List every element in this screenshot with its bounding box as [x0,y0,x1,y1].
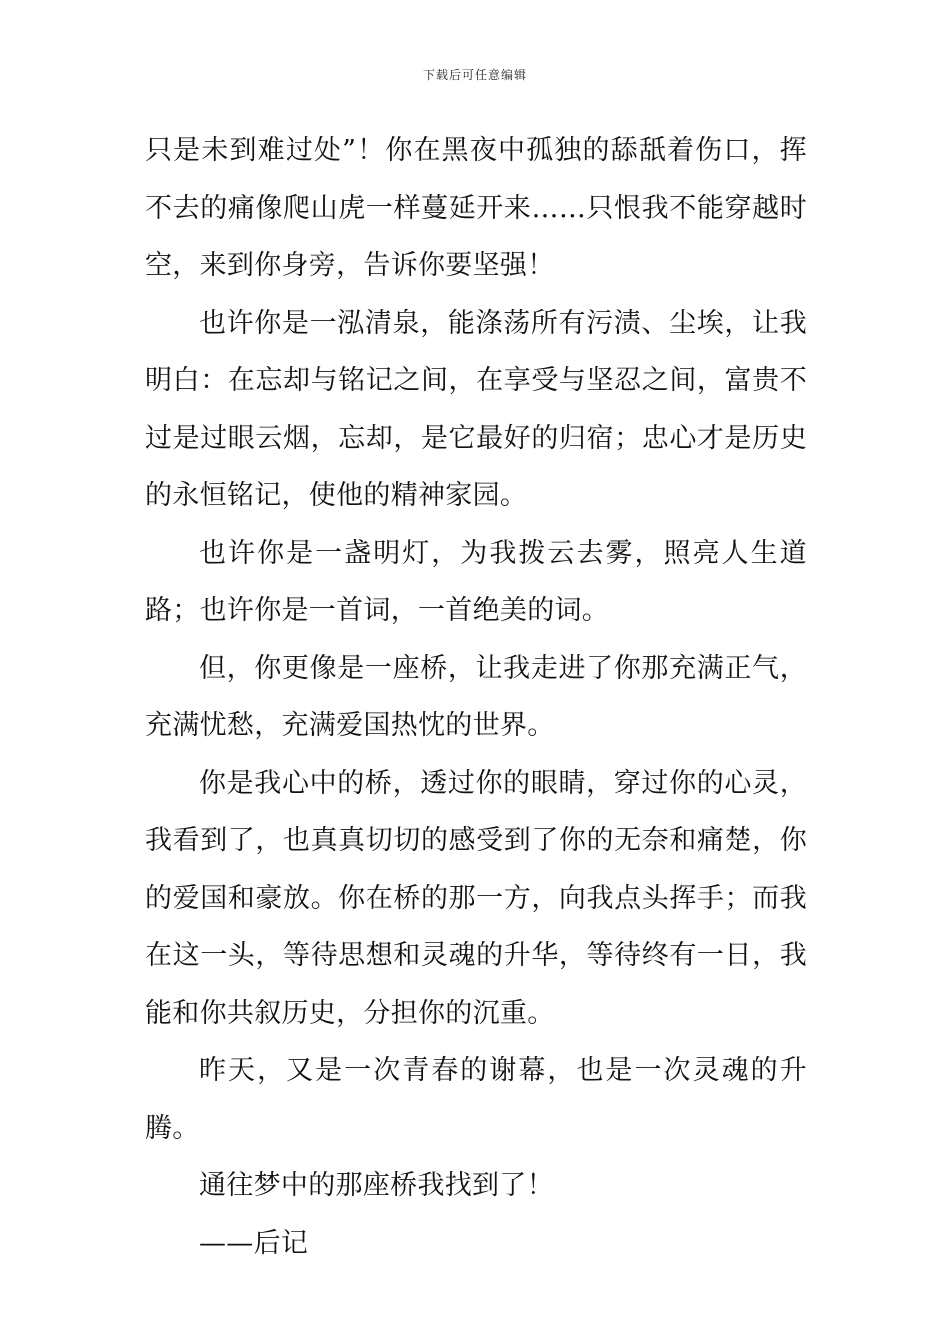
paragraph-postscript: ——后记 [199,1227,309,1259]
paragraph-bright-lamp: 也许你是一盏明灯，为我拨云去雾，照亮人生道路；也许你是一首词，一首绝美的词。 [145,537,807,626]
paragraph-bridge: 但，你更像是一座桥，让我走进了你那充满正气，充满忧愁，充满爱国热忱的世界。 [145,652,807,741]
page-header: 下载后可任意编辑 [422,68,527,82]
paragraph-found-bridge: 通往梦中的那座桥我找到了！ [199,1170,554,1201]
paragraph-continued: 只是未到难过处”！你在黑夜中孤独的舔舐着伤口，挥不去的痛像爬山虎一样蔓延开来……只恨我不能穿越时空，来到你身旁，告诉你要坚强！ [145,135,807,281]
document-body [145,122,807,1272]
paragraph-clear-spring: 也许你是一泓清泉，能涤荡所有污渍、尘埃，让我明白：在忘却与铭记之间，在享受与坚忍之间，富贵不过是过眼云烟，忘却，是它最好的归宿；忠心才是历史的永恒铭记，使他的精神家园。 [145,307,807,511]
paragraph-bridge-in-heart: 你是我心中的桥，透过你的眼睛，穿过你的心灵，我看到了，也真真切切的感受到了你的无奈和痛楚，你的爱国和豪放。你在桥的那一方，向我点头挥手；而我在这一头，等待思想和灵魂的升华，等待终有一日，我能和你共叙历史，分担你的沉重。 [145,767,807,1029]
paragraph-yesterday: 昨天，又是一次青春的谢幕，也是一次灵魂的升腾。 [145,1055,807,1144]
